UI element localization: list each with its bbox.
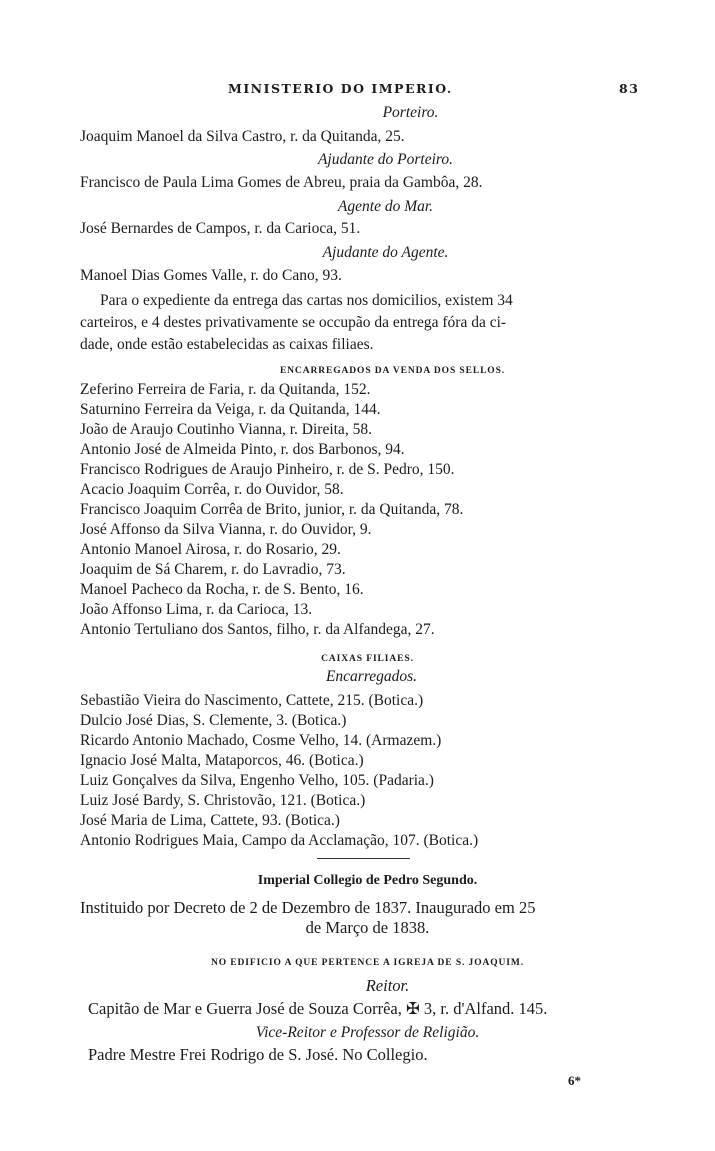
stamp-seller-entry: Antonio Manoel Airosa, r. do Rosario, 29. — [80, 541, 341, 558]
name-agente-mar: José Bernardes de Campos, r. da Carioca, 51. — [80, 220, 361, 237]
stamp-seller-entry: Joaquim de Sá Charem, r. do Lavradio, 73. — [80, 561, 346, 578]
stamp-seller-entry: Antonio José de Almeida Pinto, r. dos Barbonos, 94. — [80, 441, 405, 458]
role-ajudante-porteiro: Ajudante do Porteiro. — [317, 151, 454, 168]
stamp-seller-entry: Antonio Tertuliano dos Santos, filho, r. da Alfandega, 27. — [80, 621, 435, 638]
collegio-founding-line: de Março de 1838. — [305, 918, 430, 937]
stamp-seller-entry: Francisco Joaquim Corrêa de Brito, junior, r. da Quitanda, 78. — [80, 501, 464, 518]
caixas-heading: CAIXAS FILIAES. — [321, 654, 414, 664]
running-title: MINISTERIO DO IMPERIO. — [228, 81, 453, 96]
stamp-seller-entry: Francisco Rodrigues de Araujo Pinheiro, r. de S. Pedro, 150. — [80, 461, 455, 478]
caixa-entry: Dulcio José Dias, S. Clemente, 3. (Botica.) — [80, 712, 347, 729]
paragraph-line: Para o expediente da entrega das cartas nos domicilios, existem 34 — [100, 292, 513, 309]
caixa-entry: Luiz Gonçalves da Silva, Engenho Velho, 105. (Padaria.) — [80, 772, 434, 789]
role-reitor: Reitor. — [365, 976, 410, 995]
caixa-entry: Sebastião Vieira do Nascimento, Cattete, 215. (Botica.) — [80, 692, 424, 709]
role-ajudante-agente: Ajudante do Agente. — [322, 244, 449, 261]
stamp-seller-entry: João de Araujo Coutinho Vianna, r. Direita, 58. — [80, 421, 372, 438]
role-porteiro: Porteiro. — [382, 104, 439, 121]
role-agente-mar: Agente do Mar. — [337, 198, 434, 215]
role-vice-reitor: Vice-Reitor e Professor de Religião. — [255, 1024, 480, 1041]
signature-mark: 6* — [568, 1073, 581, 1088]
stamps-heading: ENCARREGADOS DA VENDA DOS SELLOS. — [279, 366, 506, 376]
caixa-entry: Ricardo Antonio Machado, Cosme Velho, 14. (Armazem.) — [80, 732, 442, 749]
stamp-seller-entry: Saturnino Ferreira da Veiga, r. da Quitanda, 144. — [80, 401, 381, 418]
caixa-entry: José Maria de Lima, Cattete, 93. (Botica.) — [80, 812, 340, 829]
name-ajudante-agente: Manoel Dias Gomes Valle, r. do Cano, 93. — [80, 267, 342, 284]
stamp-seller-entry: Zeferino Ferreira de Faria, r. da Quitanda, 152. — [80, 381, 371, 398]
name-reitor: Capitão de Mar e Guerra José de Souza Corrêa, ✠ 3, r. d'Alfand. 145. — [88, 999, 548, 1018]
name-vice-reitor: Padre Mestre Frei Rodrigo de S. José. No Collegio. — [88, 1045, 428, 1064]
stamp-seller-entry: João Affonso Lima, r. da Carioca, 13. — [80, 601, 313, 618]
collegio-location: NO EDIFICIO A QUE PERTENCE A IGREJA DE S. JOAQUIM. — [210, 958, 525, 968]
stamp-seller-entry: Manoel Pacheco da Rocha, r. de S. Bento, 16. — [80, 581, 364, 598]
name-porteiro: Joaquim Manoel da Silva Castro, r. da Quitanda, 25. — [80, 128, 405, 145]
collegio-founding-line: Instituido por Decreto de 2 de Dezembro de 1837. Inaugurado em 25 — [80, 898, 536, 917]
paragraph-line: carteiros, e 4 destes privativamente se occupão da entrega fóra da ci- — [80, 314, 507, 331]
caixa-entry: Luiz José Bardy, S. Christovão, 121. (Botica.) — [80, 792, 366, 809]
caixa-entry: Ignacio José Malta, Mataporcos, 46. (Botica.) — [80, 752, 364, 769]
stamp-seller-entry: José Affonso da Silva Vianna, r. do Ouvidor, 9. — [80, 521, 372, 538]
collegio-title: Imperial Collegio de Pedro Segundo. — [257, 873, 478, 888]
stamp-seller-entry: Acacio Joaquim Corrêa, r. do Ouvidor, 58. — [80, 481, 344, 498]
caixa-entry: Antonio Rodrigues Maia, Campo da Acclamação, 107. (Botica.) — [80, 832, 479, 849]
page-number: 83 — [619, 81, 640, 96]
name-ajudante-porteiro: Francisco de Paula Lima Gomes de Abreu, praia da Gambôa, 28. — [80, 174, 483, 191]
paragraph-line: dade, onde estão estabelecidas as caixas filiaes. — [80, 336, 374, 353]
caixas-subheading: Encarregados. — [325, 668, 418, 685]
section-divider — [317, 858, 410, 859]
